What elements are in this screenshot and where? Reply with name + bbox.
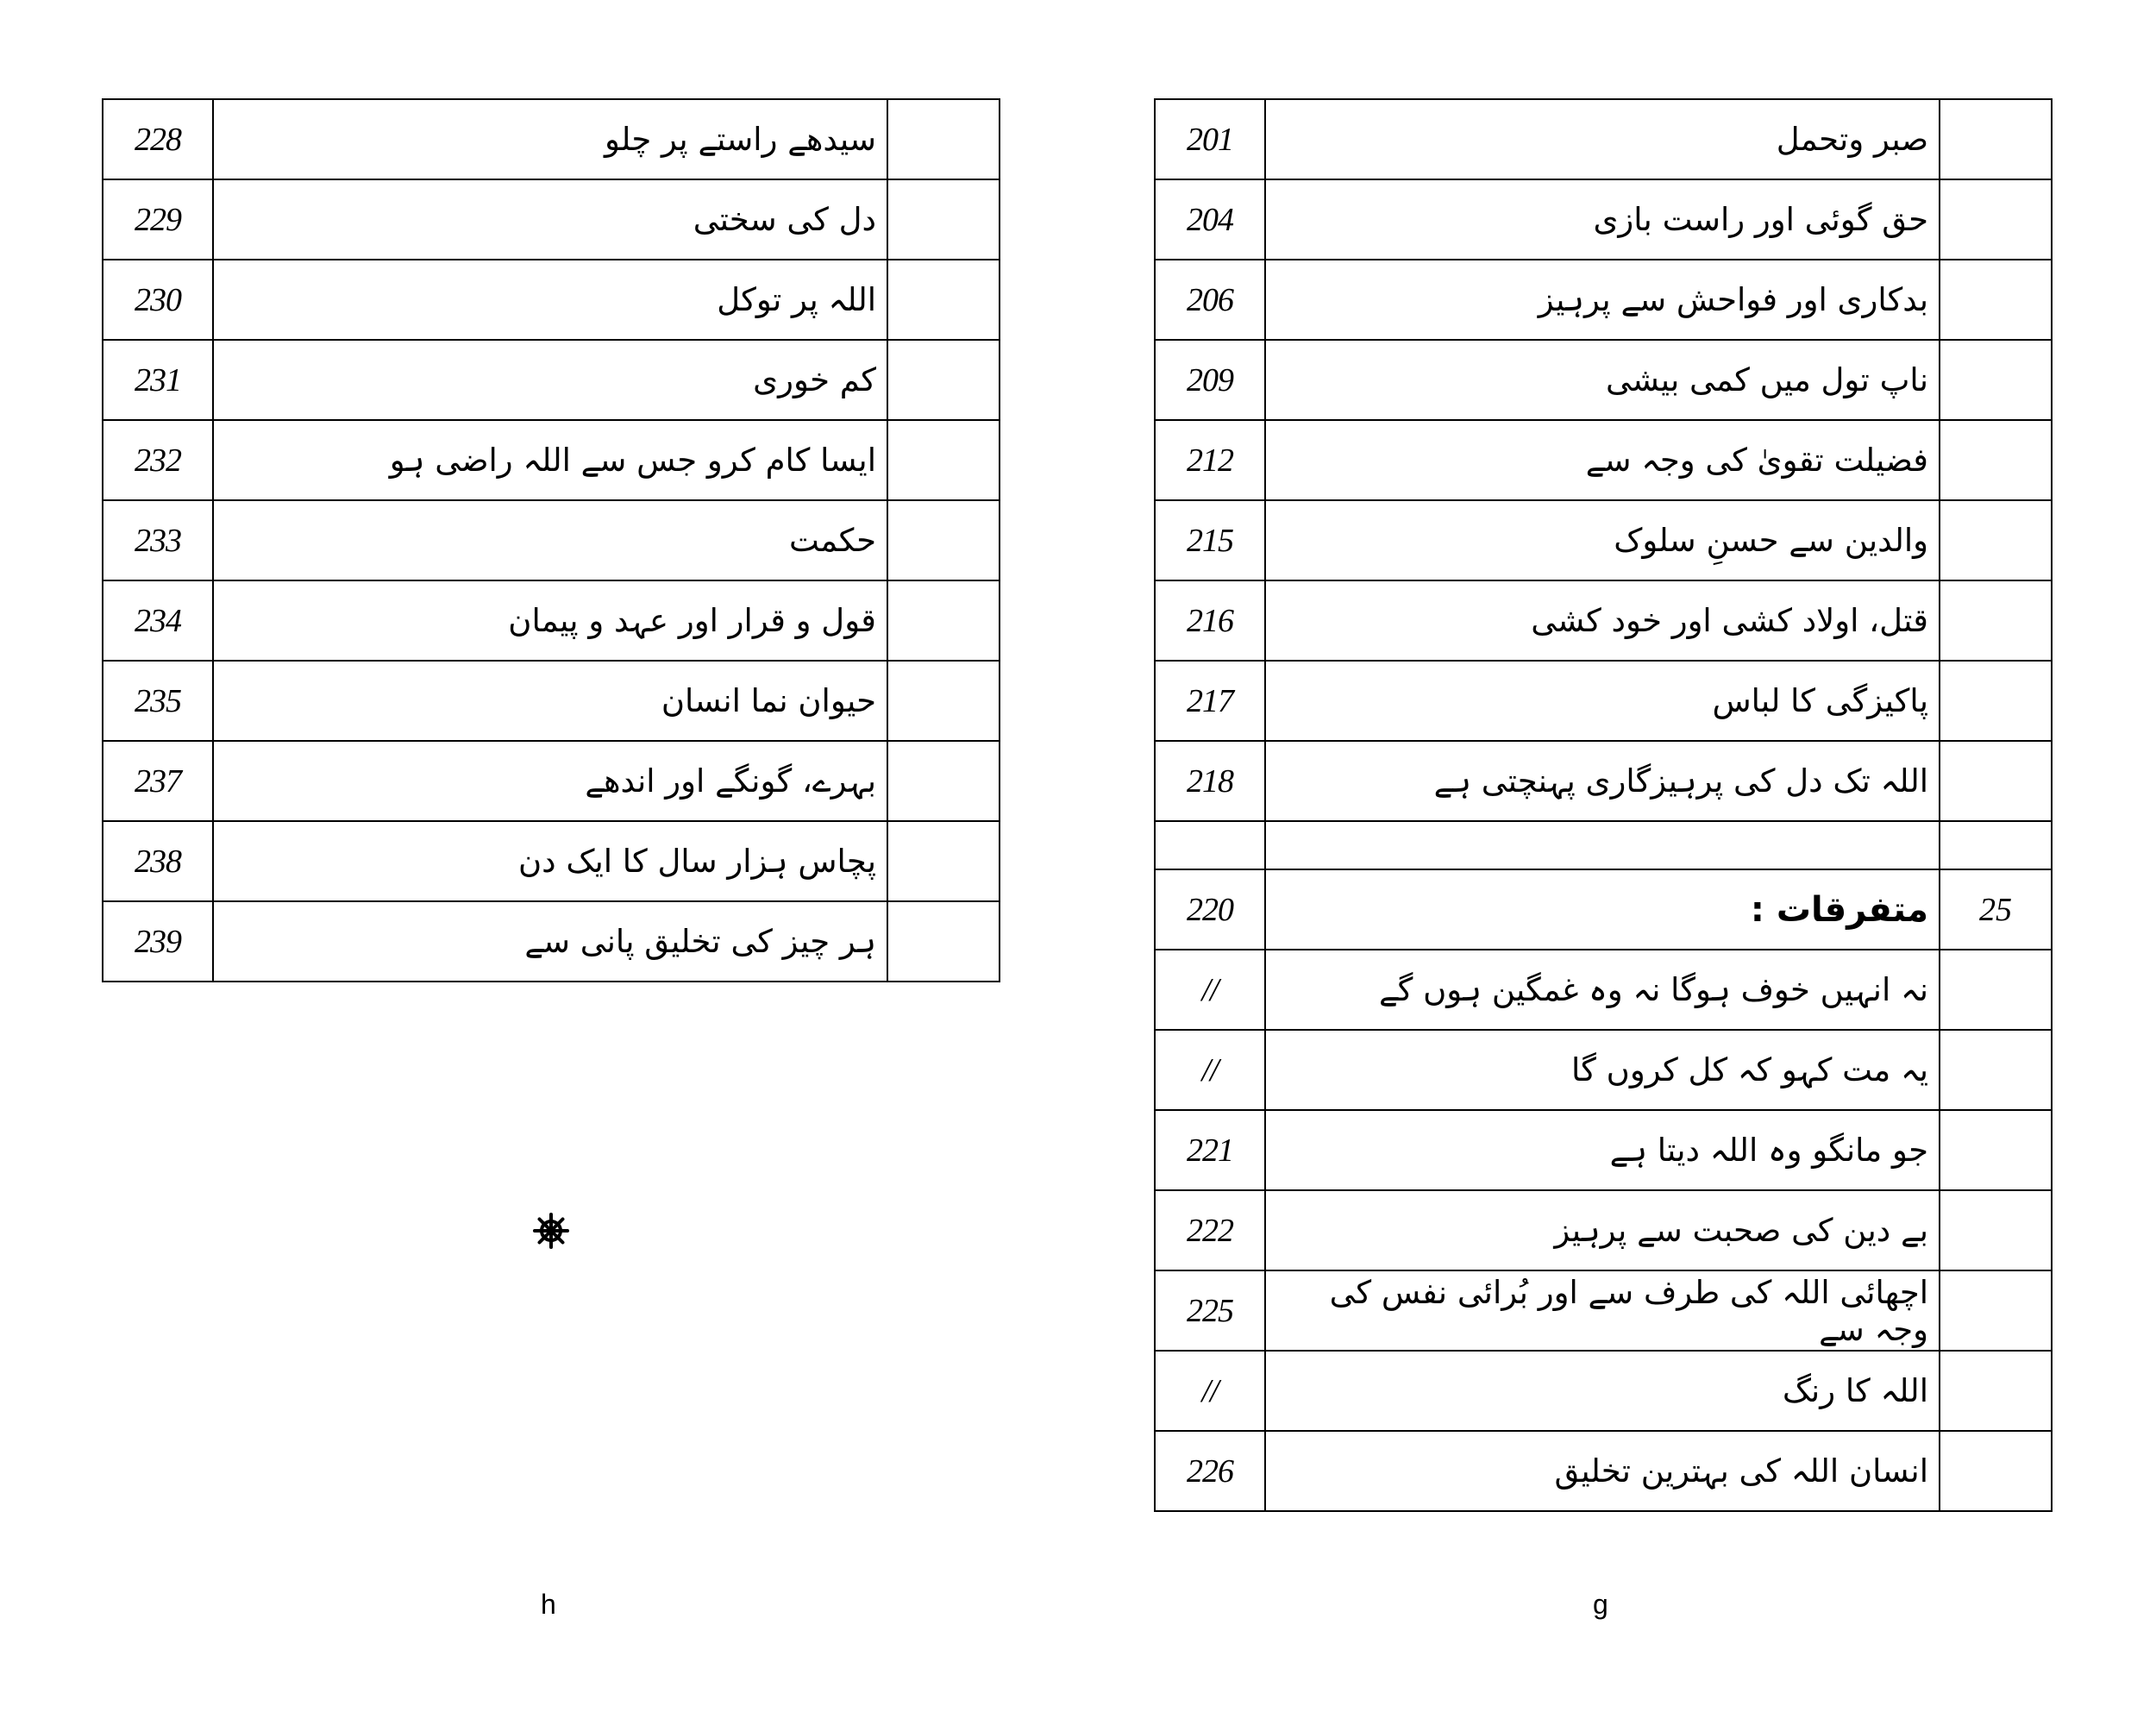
toc-entry-number [1940,1190,2052,1270]
toc-row [1155,1431,2052,1511]
wheel-ornament-icon [533,1213,569,1249]
toc-page-number: 238 [103,821,213,901]
toc-row [1155,420,2052,500]
toc-entry-number [1940,260,2052,340]
toc-entry-title: قتل، اولاد کشی اور خود کشی [1265,580,1940,661]
toc-page-number: 228 [103,99,213,179]
toc-entry-title: ناپ تول میں کمی بیشی [1265,340,1940,420]
toc-entry-number [887,179,1000,260]
toc-entry-number [1940,99,2052,179]
spacer-row [1155,821,2052,869]
toc-entry-title: ایسا کام کرو جس سے اللہ راضی ہو [213,420,887,500]
toc-entry-number [1940,500,2052,580]
toc-page-number: 226 [1155,1431,1265,1511]
right-toc-table [1154,98,2053,1512]
toc-row [1155,741,2052,821]
toc-heading-row [1155,869,2052,950]
toc-page-number: 220 [1155,869,1265,950]
toc-entry-title: نہ انہیں خوف ہوگا نہ وہ غمگین ہوں گے [1265,950,1940,1030]
toc-page-number: 233 [103,500,213,580]
toc-entry-number [887,580,1000,661]
toc-entry-title: پاکیزگی کا لباس [1265,661,1940,741]
toc-page-number: 201 [1155,99,1265,179]
toc-entry-title: اللہ پر توکل [213,260,887,340]
left-page-footer-letter: h [541,1589,556,1620]
toc-entry-number [1940,1270,2052,1351]
toc-entry-title: سیدھے راستے پر چلو [213,99,887,179]
toc-page-number: 206 [1155,260,1265,340]
toc-entry-title: اللہ تک دل کی پرہیزگاری پہنچتی ہے [1265,741,1940,821]
toc-entry-title: اچھائی اللہ کی طرف سے اور بُرائی نفس کی وجہ سے [1265,1270,1940,1351]
toc-row [1155,179,2052,260]
toc-page-number: 204 [1155,179,1265,260]
toc-row [1155,950,2052,1030]
toc-row [1155,260,2052,340]
toc-page-number: // [1155,1030,1265,1110]
toc-row [1155,340,2052,420]
toc-section-number: 25 [1940,869,2052,950]
right-page-footer-letter: g [1593,1589,1608,1620]
toc-entry-number [1940,580,2052,661]
left-toc-table [102,98,1000,982]
toc-entry-title: والدین سے حسنِ سلوک [1265,500,1940,580]
toc-entry-number [887,661,1000,741]
toc-entry-title: حکمت [213,500,887,580]
toc-entry-title: صبر وتحمل [1265,99,1940,179]
toc-row [1155,1110,2052,1190]
toc-page-number: 235 [103,661,213,741]
toc-entry-title: دل کی سختی [213,179,887,260]
toc-entry-number [1940,420,2052,500]
toc-entry-number [1940,741,2052,821]
toc-row [103,580,1000,661]
toc-entry-number [887,260,1000,340]
toc-page-number: 209 [1155,340,1265,420]
toc-row [103,179,1000,260]
toc-row [103,821,1000,901]
toc-entry-title: بے دین کی صحبت سے پرہیز [1265,1190,1940,1270]
toc-entry-title: حق گوئی اور راست بازی [1265,179,1940,260]
toc-row [103,340,1000,420]
toc-entry-title: اللہ کا رنگ [1265,1351,1940,1431]
toc-entry-title: ہر چیز کی تخلیق پانی سے [213,901,887,982]
toc-row [1155,1030,2052,1110]
toc-row [103,99,1000,179]
toc-entry-number [1940,1431,2052,1511]
toc-page-number: 234 [103,580,213,661]
toc-row [103,661,1000,741]
toc-entry-title: قول و قرار اور عہد و پیمان [213,580,887,661]
toc-entry-title: یہ مت کہو کہ کل کروں گا [1265,1030,1940,1110]
toc-page-number: 231 [103,340,213,420]
toc-entry-title: بدکاری اور فواحش سے پرہیز [1265,260,1940,340]
toc-entry-title: فضیلت تقویٰ کی وجہ سے [1265,420,1940,500]
toc-entry-number [887,821,1000,901]
toc-entry-title: بہرے، گونگے اور اندھے [213,741,887,821]
toc-entry-number [1940,661,2052,741]
toc-page-number: // [1155,1351,1265,1431]
toc-section-heading: متفرقات : [1265,869,1940,950]
toc-entry-number [1940,1351,2052,1431]
toc-row [103,500,1000,580]
toc-entry-number [887,420,1000,500]
toc-entry-title: حیوان نما انسان [213,661,887,741]
toc-entry-title: انسان اللہ کی بہترین تخلیق [1265,1431,1940,1511]
toc-row [1155,580,2052,661]
toc-entry-number [1940,179,2052,260]
toc-entry-title: کم خوری [213,340,887,420]
toc-row [1155,661,2052,741]
toc-entry-number [887,99,1000,179]
toc-row [1155,500,2052,580]
toc-page-number: 229 [103,179,213,260]
toc-row [103,420,1000,500]
toc-row [1155,1351,2052,1431]
toc-entry-title: جو مانگو وہ اللہ دیتا ہے [1265,1110,1940,1190]
toc-row [103,260,1000,340]
toc-page-number: 239 [103,901,213,982]
toc-entry-number [1940,1030,2052,1110]
toc-page-number: 230 [103,260,213,340]
toc-entry-number [887,500,1000,580]
toc-page-number: 237 [103,741,213,821]
toc-page-number: // [1155,950,1265,1030]
toc-page-number: 225 [1155,1270,1265,1351]
toc-entry-number [887,741,1000,821]
toc-entry-number [887,340,1000,420]
toc-row [103,901,1000,982]
toc-entry-number [1940,950,2052,1030]
toc-page-number: 218 [1155,741,1265,821]
toc-entry-number [887,901,1000,982]
toc-page-number: 215 [1155,500,1265,580]
toc-page-number: 217 [1155,661,1265,741]
toc-page-number: 216 [1155,580,1265,661]
toc-page-number: 232 [103,420,213,500]
toc-page-number: 221 [1155,1110,1265,1190]
toc-page-number: 222 [1155,1190,1265,1270]
toc-row [1155,1190,2052,1270]
toc-entry-number [1940,340,2052,420]
toc-entry-number [1940,1110,2052,1190]
toc-page-number: 212 [1155,420,1265,500]
toc-entry-title: پچاس ہزار سال کا ایک دن [213,821,887,901]
toc-row [1155,99,2052,179]
toc-row [103,741,1000,821]
toc-row [1155,1270,2052,1351]
